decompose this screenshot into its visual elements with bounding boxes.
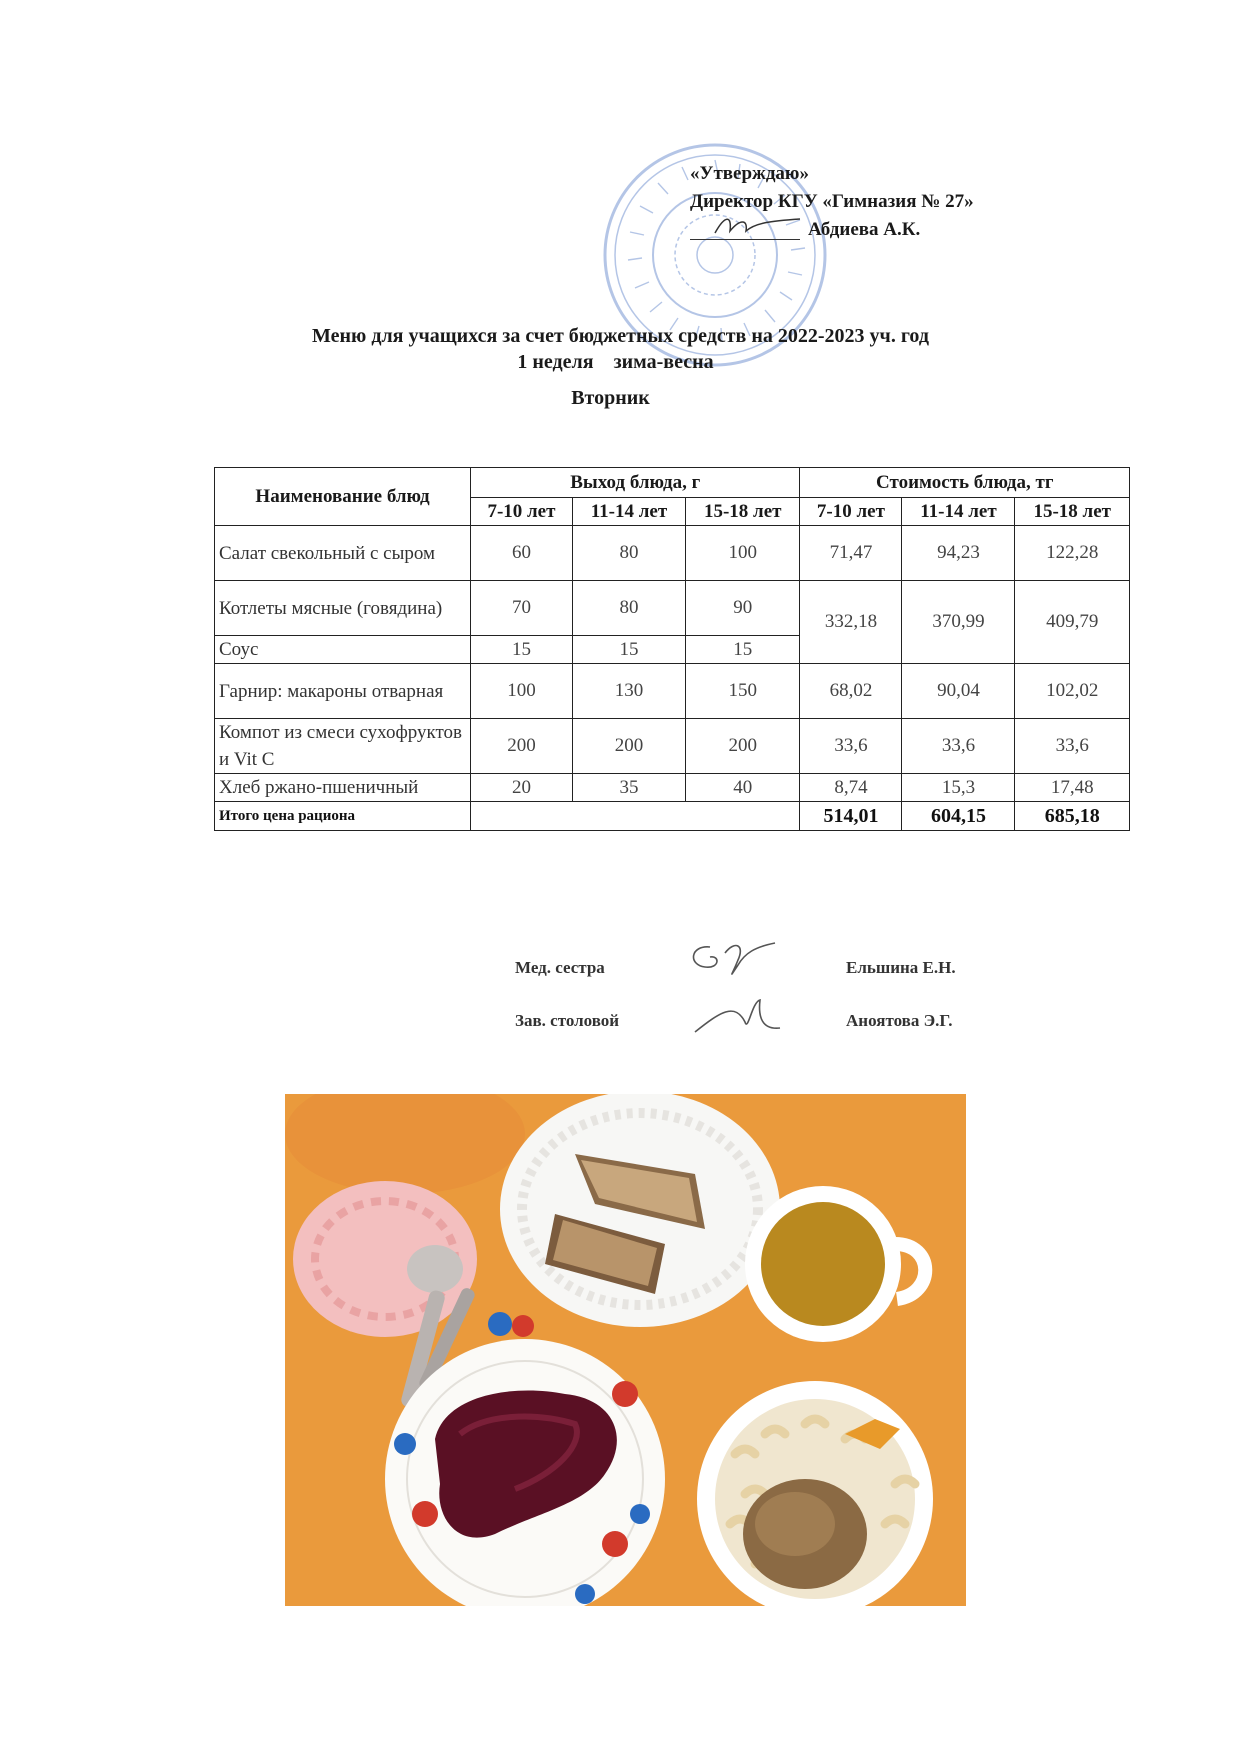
cost-cell: 90,04 (902, 664, 1015, 719)
output-cell: 35 (572, 774, 685, 802)
age-header: 11-14 лет (902, 498, 1015, 526)
cost-cell: 71,47 (800, 526, 902, 581)
dish-name: Котлеты мясные (говядина) (215, 581, 471, 636)
output-cell: 100 (686, 526, 800, 581)
menu-table (214, 467, 1130, 831)
dish-name: Гарнир: макароны отварная (215, 664, 471, 719)
dish-name: Салат свекольный с сыром (215, 526, 471, 581)
canteen-signature (690, 992, 800, 1042)
age-header: 15-18 лет (1015, 498, 1130, 526)
cost-cell: 8,74 (800, 774, 902, 802)
signature-nurse-name: Ельшина Е.Н. (846, 958, 956, 977)
total-empty-cell (471, 802, 800, 831)
header-output: Выход блюда, г (471, 468, 800, 498)
cost-cell: 33,6 (1015, 719, 1130, 774)
week-label: 1 неделя (517, 351, 594, 373)
table-total-row (215, 802, 1130, 831)
table-row (215, 774, 1130, 802)
output-cell: 90 (686, 581, 800, 636)
output-cell: 130 (572, 664, 685, 719)
cost-cell: 33,6 (902, 719, 1015, 774)
season-label: зима-весна (613, 351, 714, 373)
director-name: Абдиева А.К. (808, 219, 921, 240)
cost-cell: 370,99 (902, 581, 1015, 664)
cost-cell: 17,48 (1015, 774, 1130, 802)
output-cell: 40 (686, 774, 800, 802)
menu-title: Меню для учащихся за счет бюджетных средств на 2022-2023 уч. год (312, 325, 929, 347)
signature-canteen-name: Аноятова Э.Г. (846, 1011, 953, 1030)
output-cell: 200 (686, 719, 800, 774)
approval-signature-line (690, 216, 974, 244)
meal-illustration (285, 1094, 966, 1606)
nurse-signature (680, 935, 790, 985)
cost-cell: 122,28 (1015, 526, 1130, 581)
signature-nurse-role: Мед. сестра (515, 958, 605, 977)
table-row (215, 719, 1130, 774)
approval-block (690, 160, 974, 244)
age-header: 7-10 лет (800, 498, 902, 526)
output-cell: 60 (471, 526, 573, 581)
director-signature (690, 221, 800, 240)
approval-director: Директор КГУ «Гимназия № 27» (690, 191, 974, 212)
age-header: 15-18 лет (686, 498, 800, 526)
header-cost: Стоимость блюда, тг (800, 468, 1130, 498)
header-dish-name: Наименование блюд (215, 468, 471, 526)
output-cell: 80 (572, 526, 685, 581)
output-cell: 20 (471, 774, 573, 802)
output-cell: 200 (471, 719, 573, 774)
cost-cell: 102,02 (1015, 664, 1130, 719)
total-cost-cell: 685,18 (1015, 802, 1130, 831)
week-line (0, 349, 1241, 375)
output-cell: 100 (471, 664, 573, 719)
output-cell: 15 (686, 636, 800, 664)
output-cell: 80 (572, 581, 685, 636)
age-header: 11-14 лет (572, 498, 685, 526)
approval-line: «Утверждаю» (690, 163, 809, 184)
meal-photo (285, 1094, 966, 1606)
output-cell: 15 (572, 636, 685, 664)
cost-cell: 409,79 (1015, 581, 1130, 664)
cost-cell: 33,6 (800, 719, 902, 774)
table-header-row (215, 468, 1130, 498)
total-label: Итого цена рациона (215, 802, 471, 831)
day-label: Вторник (571, 387, 650, 409)
dish-name: Хлеб ржано-пшеничный (215, 774, 471, 802)
dish-name: Компот из смеси сухофруктов и Vit C (215, 719, 471, 774)
output-cell: 15 (471, 636, 573, 664)
dish-name: Соус (215, 636, 471, 664)
total-cost-cell: 514,01 (800, 802, 902, 831)
cost-cell: 15,3 (902, 774, 1015, 802)
menu-heading (0, 323, 1241, 411)
age-header: 7-10 лет (471, 498, 573, 526)
output-cell: 200 (572, 719, 685, 774)
cost-cell: 94,23 (902, 526, 1015, 581)
table-row (215, 581, 1130, 636)
table-row (215, 526, 1130, 581)
cost-cell: 68,02 (800, 664, 902, 719)
signature-canteen-role: Зав. столовой (515, 1011, 620, 1030)
total-cost-cell: 604,15 (902, 802, 1015, 831)
table-row (215, 664, 1130, 719)
cost-cell: 332,18 (800, 581, 902, 664)
output-cell: 70 (471, 581, 573, 636)
output-cell: 150 (686, 664, 800, 719)
